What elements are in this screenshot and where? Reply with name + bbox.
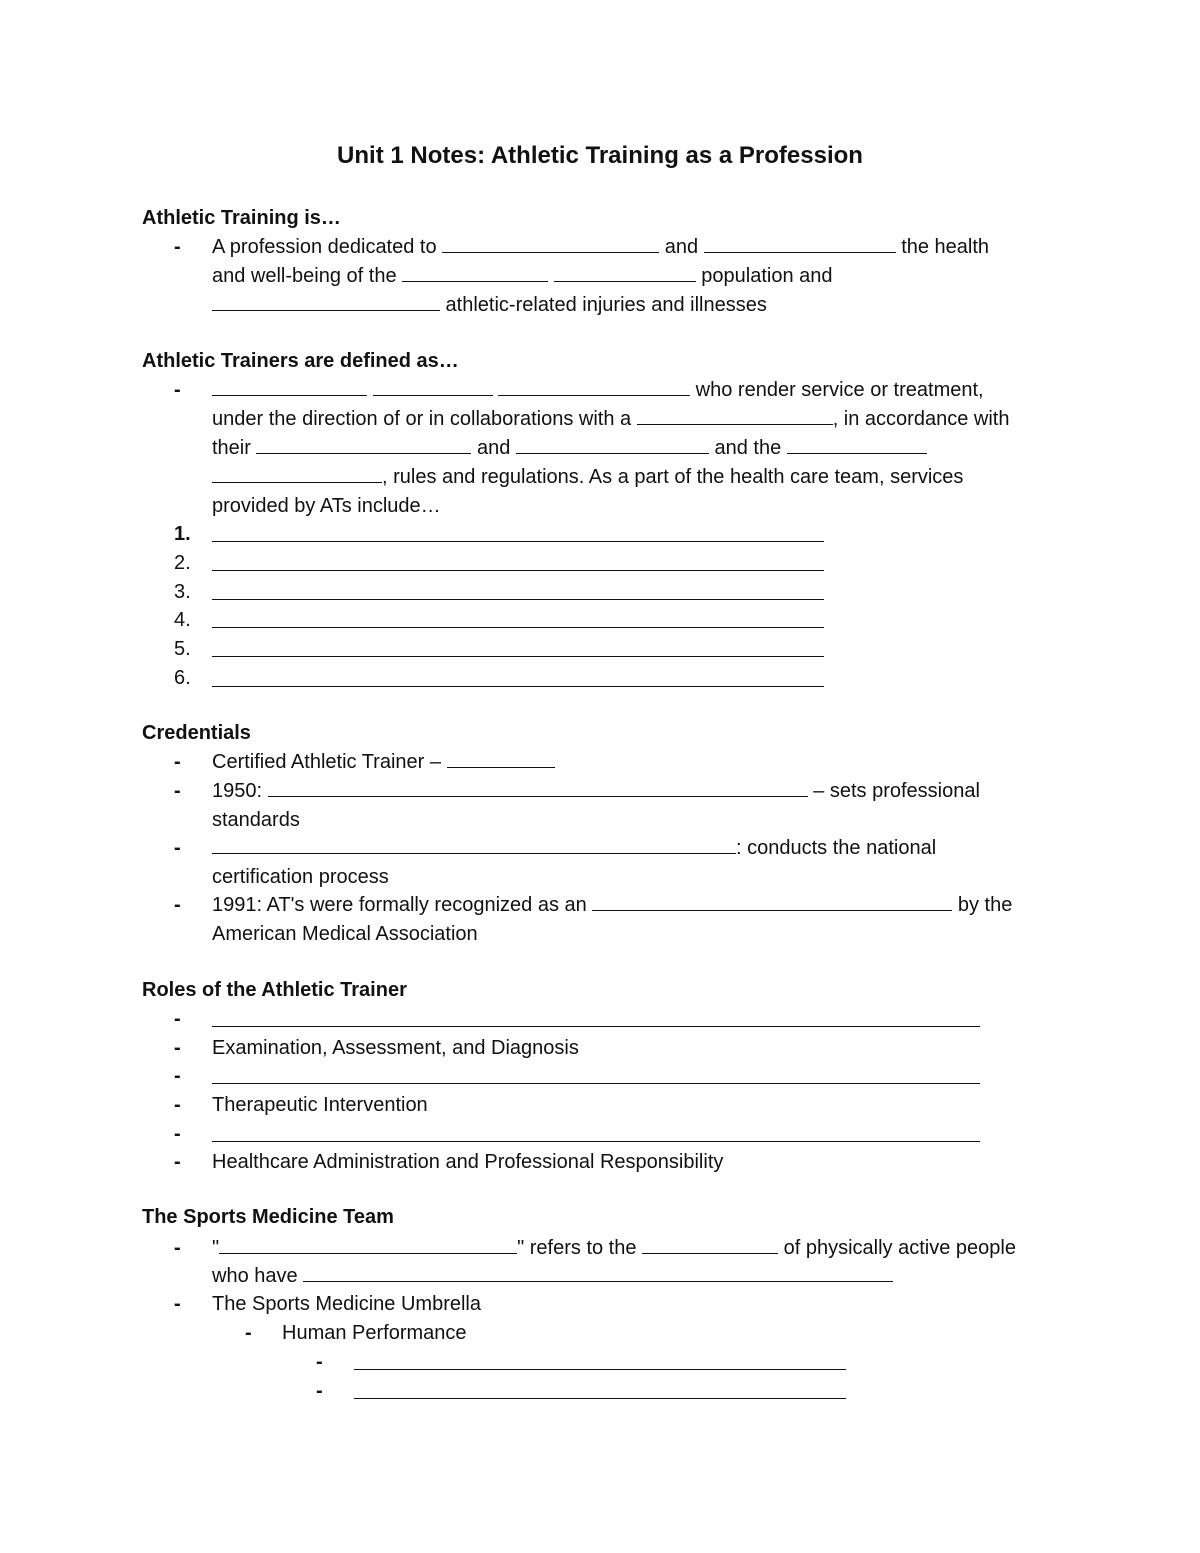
list-number: 1. <box>174 523 191 545</box>
fill-blank[interactable] <box>212 465 382 483</box>
text: : conducts the national <box>736 837 937 859</box>
text: and well-being of the <box>212 265 403 287</box>
text: the health <box>895 236 990 258</box>
bullet: - <box>245 1322 252 1344</box>
list-number: 3. <box>174 581 191 603</box>
text-line <box>212 836 936 860</box>
text-line <box>212 465 963 489</box>
page-title: Unit 1 Notes: Athletic Training as a Profession <box>337 142 863 169</box>
answer-line[interactable] <box>212 541 824 542</box>
bullet: - <box>174 780 181 802</box>
bullet: - <box>174 236 181 258</box>
text: certification process <box>212 866 389 888</box>
fill-blank[interactable] <box>212 378 367 396</box>
bullet: - <box>174 1237 181 1259</box>
section-heading-credentials: Credentials <box>142 722 251 744</box>
fill-blank[interactable] <box>303 1264 893 1282</box>
answer-line[interactable] <box>212 627 824 628</box>
role-item: Healthcare Administration and Professional Responsibility <box>212 1151 724 1173</box>
text-line <box>212 264 833 288</box>
fill-blank[interactable] <box>402 264 548 282</box>
fill-blank[interactable] <box>212 836 736 854</box>
fill-blank[interactable] <box>637 407 833 425</box>
fill-blank[interactable] <box>212 293 440 311</box>
text: American Medical Association <box>212 923 478 945</box>
fill-blank[interactable] <box>442 235 659 253</box>
text: and <box>659 236 704 258</box>
bullet: - <box>174 751 181 773</box>
bullet: - <box>174 1293 181 1315</box>
text: " <box>212 1237 220 1259</box>
text: Certified Athletic Trainer – <box>212 751 447 773</box>
text: 1991: AT's were formally recognized as an <box>212 894 593 916</box>
text-line <box>212 436 927 460</box>
text-line <box>212 235 989 259</box>
fill-blank[interactable] <box>516 436 709 454</box>
text: population and <box>695 265 833 287</box>
bullet: - <box>174 837 181 859</box>
text: by the <box>952 894 1013 916</box>
text: standards <box>212 809 300 831</box>
bullet: - <box>174 1037 181 1059</box>
list-number: 5. <box>174 638 191 660</box>
text-line <box>212 407 1009 431</box>
bullet: - <box>174 1065 181 1087</box>
fill-blank[interactable] <box>373 378 493 396</box>
text: 1950: <box>212 780 268 802</box>
answer-line[interactable] <box>212 599 824 600</box>
bullet: - <box>174 1151 181 1173</box>
answer-line[interactable] <box>212 1141 980 1142</box>
text: – sets professional <box>807 780 980 802</box>
text: A profession dedicated to <box>212 236 443 258</box>
section-heading-roles: Roles of the Athletic Trainer <box>142 979 407 1001</box>
text: and <box>471 437 516 459</box>
answer-line[interactable] <box>212 570 824 571</box>
text-line <box>212 293 767 317</box>
answer-line[interactable] <box>212 656 824 657</box>
text-line <box>212 750 555 774</box>
answer-line[interactable] <box>212 1083 980 1084</box>
text-line <box>212 779 980 803</box>
text: under the direction of or in collaborations with a <box>212 408 637 430</box>
section-heading-athletic-training: Athletic Training is… <box>142 207 341 229</box>
list-number: 6. <box>174 667 191 689</box>
text: " refers to the <box>517 1237 643 1259</box>
bullet: - <box>174 894 181 916</box>
answer-line[interactable] <box>212 686 824 687</box>
bullet: - <box>316 1351 323 1373</box>
text: of physically active people <box>778 1237 1016 1259</box>
text-line <box>212 378 984 402</box>
section-heading-athletic-trainers-defined: Athletic Trainers are defined as… <box>142 350 459 372</box>
answer-line[interactable] <box>212 1026 980 1027</box>
text: their <box>212 437 257 459</box>
text-line <box>212 808 300 832</box>
fill-blank[interactable] <box>219 1236 517 1254</box>
text-line <box>212 494 441 518</box>
bullet: - <box>174 1123 181 1145</box>
fill-blank[interactable] <box>592 893 952 911</box>
text-line <box>212 922 478 946</box>
role-item: Therapeutic Intervention <box>212 1094 428 1116</box>
list-number: 2. <box>174 552 191 574</box>
fill-blank[interactable] <box>554 264 696 282</box>
text: and the <box>708 437 787 459</box>
fill-blank[interactable] <box>642 1236 778 1254</box>
fill-blank[interactable] <box>498 378 690 396</box>
text-line <box>212 865 389 889</box>
text: who have <box>212 1265 304 1287</box>
bullet: - <box>174 1094 181 1116</box>
text-line: The Sports Medicine Umbrella <box>212 1293 481 1315</box>
list-number: 4. <box>174 609 191 631</box>
text-line <box>212 1264 893 1288</box>
text: athletic-related injuries and illnesses <box>440 294 767 316</box>
fill-blank[interactable] <box>787 436 927 454</box>
text: provided by ATs include… <box>212 495 441 517</box>
answer-line[interactable] <box>354 1398 846 1399</box>
bullet: - <box>174 379 181 401</box>
bullet: - <box>174 1008 181 1030</box>
fill-blank[interactable] <box>704 235 896 253</box>
text-line: Human Performance <box>282 1322 467 1344</box>
text-line <box>212 1236 1016 1260</box>
text-line <box>212 893 1012 917</box>
fill-blank[interactable] <box>268 779 808 797</box>
answer-line[interactable] <box>354 1369 846 1370</box>
text: who render service or treatment, <box>690 379 984 401</box>
bullet: - <box>316 1380 323 1402</box>
section-heading-sports-medicine-team: The Sports Medicine Team <box>142 1206 394 1228</box>
text: , rules and regulations. As a part of the health care team, services <box>382 466 964 488</box>
fill-blank[interactable] <box>447 750 555 768</box>
text: , in accordance with <box>832 408 1010 430</box>
fill-blank[interactable] <box>256 436 471 454</box>
role-item: Examination, Assessment, and Diagnosis <box>212 1037 579 1059</box>
